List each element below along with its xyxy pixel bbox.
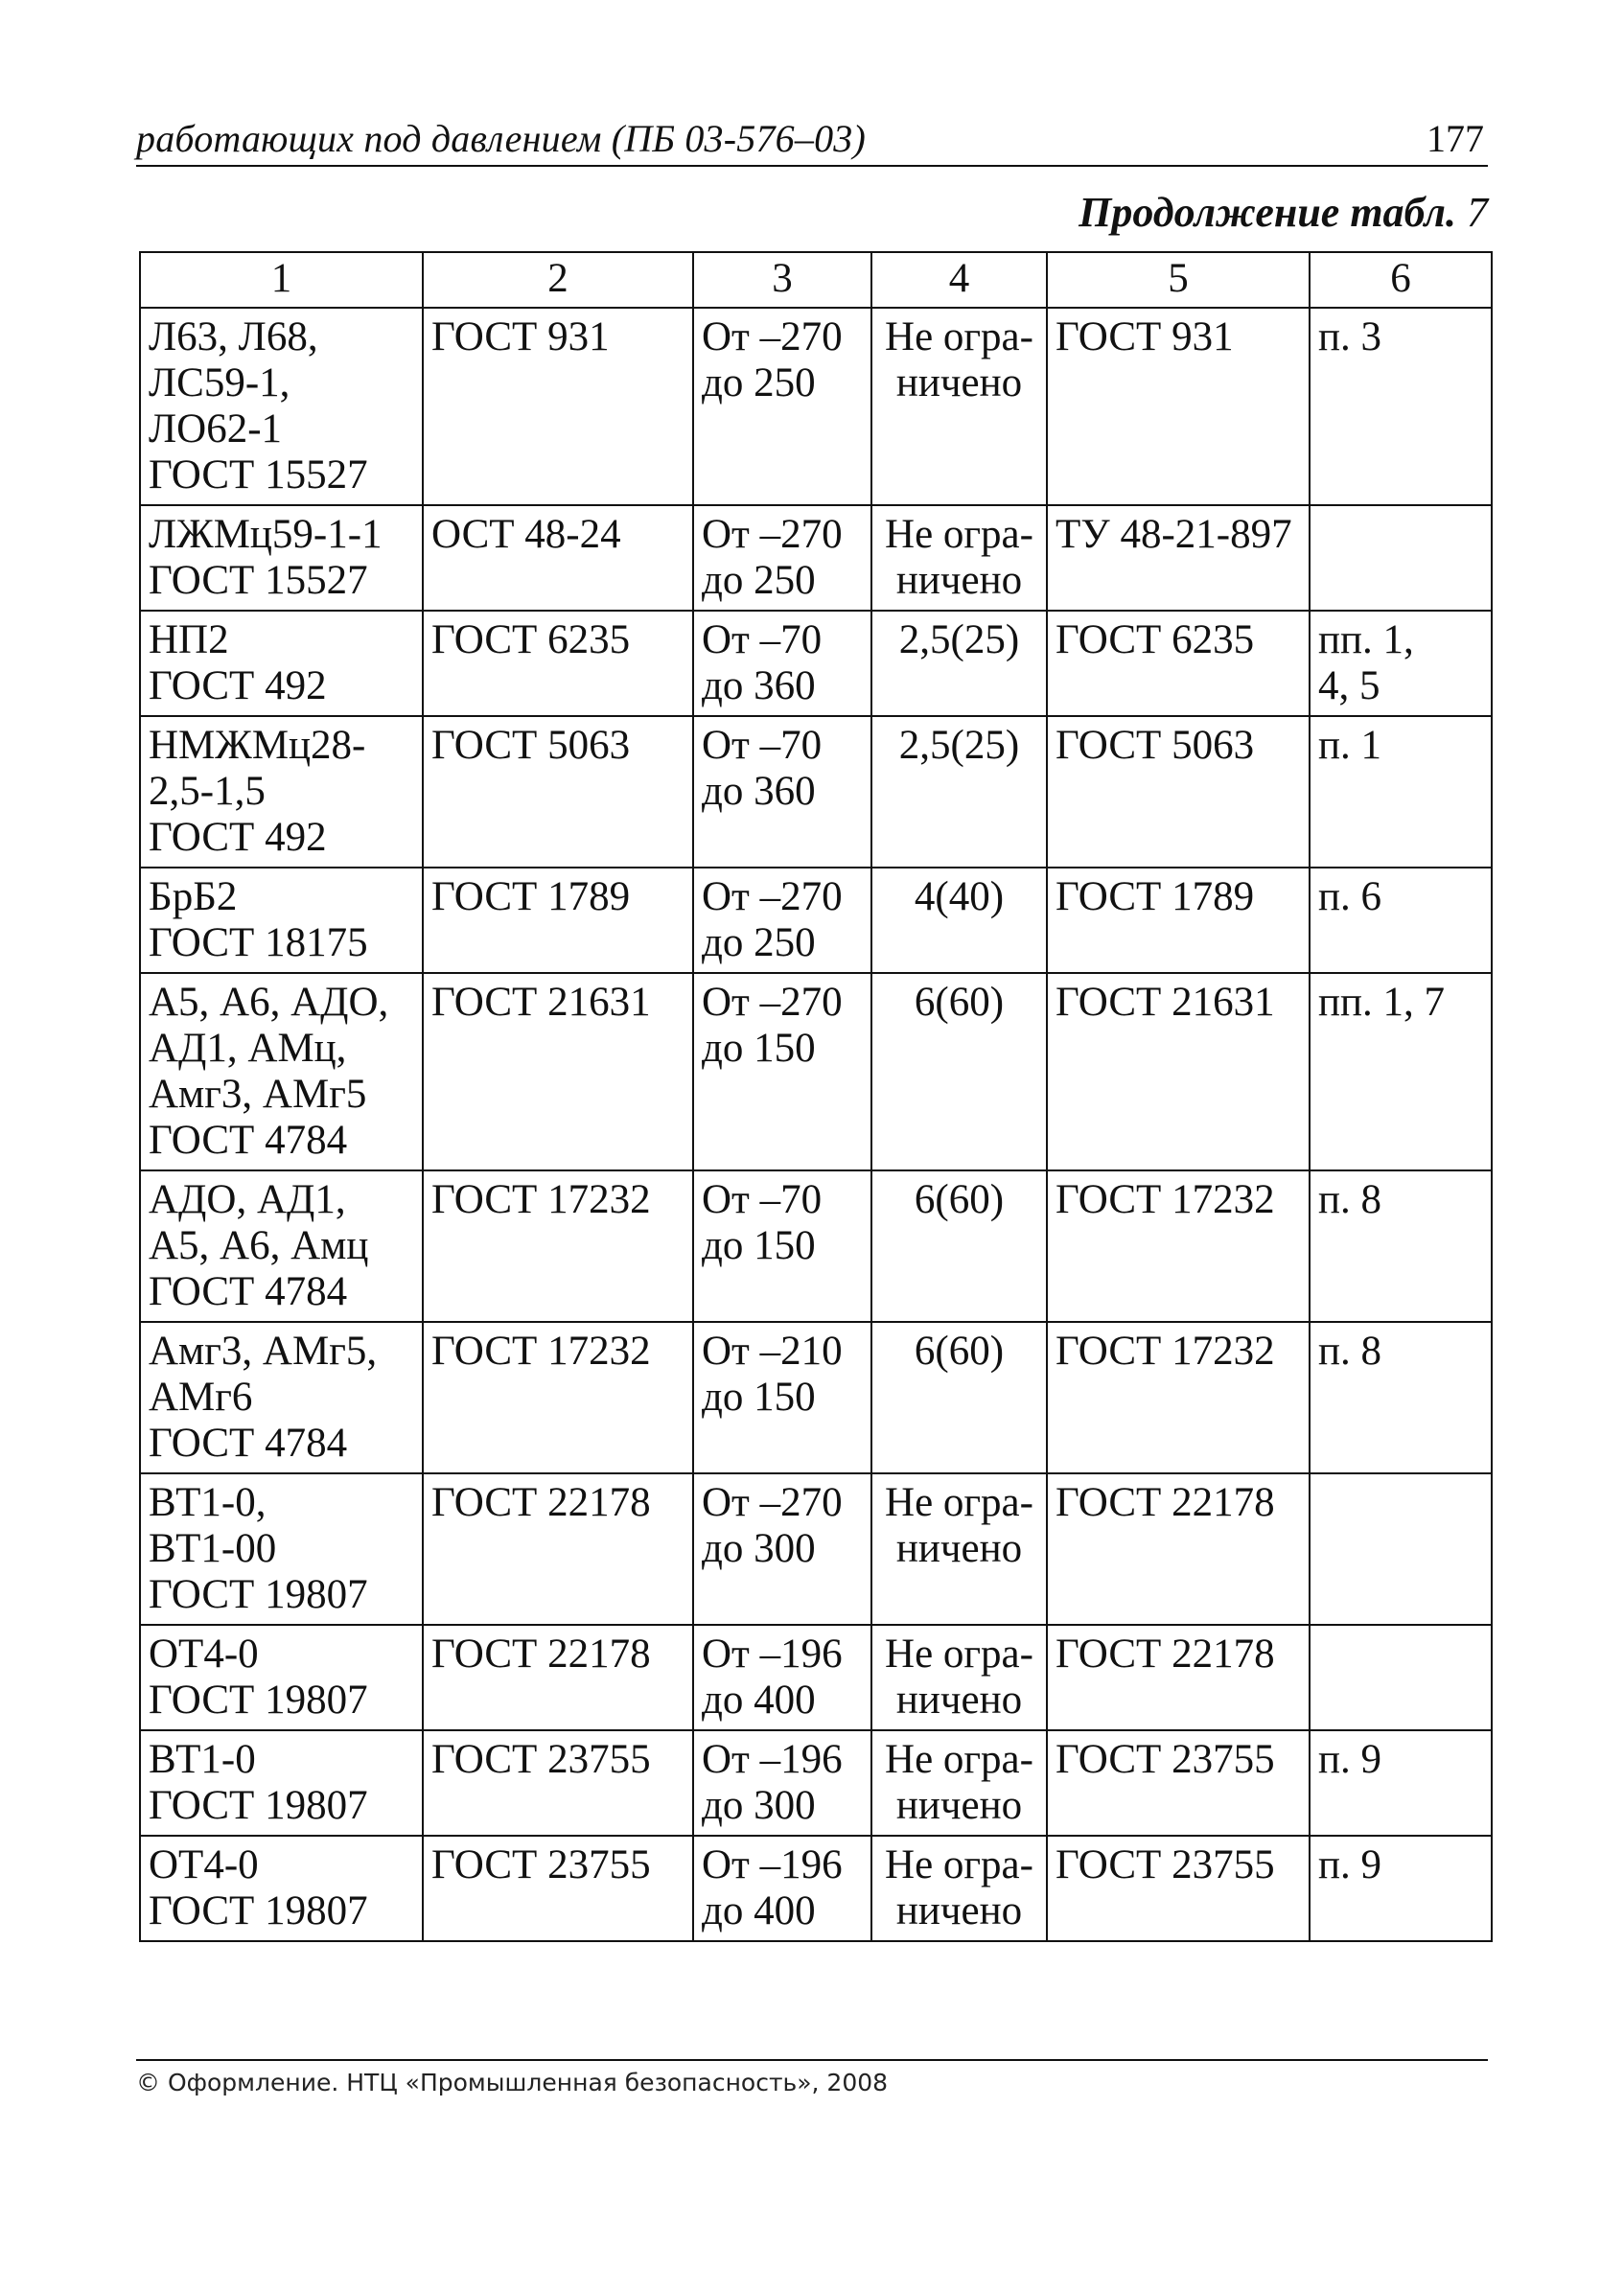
- table-caption-label: Продолжение табл.: [1079, 189, 1456, 236]
- header-row: [140, 252, 1492, 308]
- table-header: [140, 252, 1492, 308]
- table-row: [140, 868, 1492, 973]
- temperature-cell: От –210 до 150: [693, 1322, 871, 1473]
- standard-cell: ГОСТ 931: [1047, 308, 1310, 505]
- pressure-cell: 6(60): [871, 1322, 1047, 1473]
- material-cell: ОТ4-0 ГОСТ 19807: [140, 1625, 423, 1730]
- note-cell: п. 8: [1310, 1322, 1492, 1473]
- pressure-cell: 6(60): [871, 973, 1047, 1170]
- table-row: [140, 1473, 1492, 1625]
- pressure-cell: Не огра- ничено: [871, 1730, 1047, 1836]
- standard-cell: ГОСТ 17232: [423, 1322, 693, 1473]
- table-caption-number: 7: [1467, 189, 1488, 236]
- standard-cell: ГОСТ 23755: [423, 1730, 693, 1836]
- material-cell: ВТ1-0, ВТ1-00 ГОСТ 19807: [140, 1473, 423, 1625]
- material-cell: А5, А6, АДО, АД1, АМц, Амг3, АМг5 ГОСТ 4784: [140, 973, 423, 1170]
- column-header: 6: [1310, 252, 1492, 308]
- note-cell: п. 6: [1310, 868, 1492, 973]
- standard-cell: ОСТ 48-24: [423, 505, 693, 611]
- pressure-cell: Не огра- ничено: [871, 1836, 1047, 1941]
- pressure-cell: Не огра- ничено: [871, 1625, 1047, 1730]
- standard-cell: ТУ 48-21-897: [1047, 505, 1310, 611]
- temperature-cell: От –270 до 250: [693, 505, 871, 611]
- standard-cell: ГОСТ 22178: [1047, 1625, 1310, 1730]
- running-header: [136, 115, 1488, 167]
- standard-cell: ГОСТ 17232: [423, 1170, 693, 1322]
- standard-cell: ГОСТ 23755: [1047, 1836, 1310, 1941]
- column-header: 5: [1047, 252, 1310, 308]
- table-row: [140, 1836, 1492, 1941]
- column-header: 1: [140, 252, 423, 308]
- note-cell: п. 8: [1310, 1170, 1492, 1322]
- material-cell: Л63, Л68, ЛС59-1, ЛО62-1 ГОСТ 15527: [140, 308, 423, 505]
- materials-table: [139, 251, 1493, 1942]
- table-body: [140, 308, 1492, 1941]
- standard-cell: ГОСТ 1789: [1047, 868, 1310, 973]
- table-row: [140, 1170, 1492, 1322]
- table-caption: [1079, 188, 1488, 237]
- pressure-cell: 2,5(25): [871, 611, 1047, 716]
- table-row: [140, 505, 1492, 611]
- temperature-cell: От –196 до 300: [693, 1730, 871, 1836]
- temperature-cell: От –270 до 150: [693, 973, 871, 1170]
- footer-copyright: © Оформление. НТЦ «Промышленная безопасность», 2008: [136, 2069, 889, 2096]
- temperature-cell: От –70 до 150: [693, 1170, 871, 1322]
- column-header: 4: [871, 252, 1047, 308]
- table-row: [140, 973, 1492, 1170]
- material-cell: АДО, АД1, А5, А6, Амц ГОСТ 4784: [140, 1170, 423, 1322]
- temperature-cell: От –270 до 250: [693, 868, 871, 973]
- pressure-cell: 4(40): [871, 868, 1047, 973]
- standard-cell: ГОСТ 21631: [1047, 973, 1310, 1170]
- temperature-cell: От –196 до 400: [693, 1836, 871, 1941]
- table-row: [140, 308, 1492, 505]
- temperature-cell: От –270 до 300: [693, 1473, 871, 1625]
- standard-cell: ГОСТ 22178: [423, 1473, 693, 1625]
- pressure-cell: 6(60): [871, 1170, 1047, 1322]
- footer-rule: [136, 2059, 1488, 2061]
- page-number: 177: [1427, 117, 1484, 160]
- table-row: [140, 1730, 1492, 1836]
- note-cell: п. 3: [1310, 308, 1492, 505]
- standard-cell: ГОСТ 5063: [423, 716, 693, 868]
- standard-cell: ГОСТ 6235: [1047, 611, 1310, 716]
- material-cell: ВТ1-0 ГОСТ 19807: [140, 1730, 423, 1836]
- standard-cell: ГОСТ 5063: [1047, 716, 1310, 868]
- standard-cell: ГОСТ 22178: [1047, 1473, 1310, 1625]
- pressure-cell: Не огра- ничено: [871, 1473, 1047, 1625]
- table-row: [140, 716, 1492, 868]
- temperature-cell: От –196 до 400: [693, 1625, 871, 1730]
- standard-cell: ГОСТ 21631: [423, 973, 693, 1170]
- note-cell: пп. 1, 4, 5: [1310, 611, 1492, 716]
- note-cell: [1310, 505, 1492, 611]
- note-cell: [1310, 1625, 1492, 1730]
- column-header: 2: [423, 252, 693, 308]
- temperature-cell: От –70 до 360: [693, 716, 871, 868]
- standard-cell: ГОСТ 17232: [1047, 1170, 1310, 1322]
- note-cell: [1310, 1473, 1492, 1625]
- note-cell: п. 9: [1310, 1836, 1492, 1941]
- material-cell: БрБ2 ГОСТ 18175: [140, 868, 423, 973]
- temperature-cell: От –70 до 360: [693, 611, 871, 716]
- standard-cell: ГОСТ 23755: [423, 1836, 693, 1941]
- material-cell: НП2 ГОСТ 492: [140, 611, 423, 716]
- material-cell: ЛЖМц59-1-1 ГОСТ 15527: [140, 505, 423, 611]
- temperature-cell: От –270 до 250: [693, 308, 871, 505]
- standard-cell: ГОСТ 17232: [1047, 1322, 1310, 1473]
- column-header: 3: [693, 252, 871, 308]
- running-title: работающих под давлением (ПБ 03-576–03): [136, 117, 866, 160]
- standard-cell: ГОСТ 1789: [423, 868, 693, 973]
- pressure-cell: Не огра- ничено: [871, 308, 1047, 505]
- note-cell: п. 1: [1310, 716, 1492, 868]
- table-row: [140, 611, 1492, 716]
- standard-cell: ГОСТ 6235: [423, 611, 693, 716]
- material-cell: ОТ4-0 ГОСТ 19807: [140, 1836, 423, 1941]
- material-cell: НМЖМц28- 2,5-1,5 ГОСТ 492: [140, 716, 423, 868]
- table-row: [140, 1322, 1492, 1473]
- note-cell: п. 9: [1310, 1730, 1492, 1836]
- note-cell: пп. 1, 7: [1310, 973, 1492, 1170]
- pressure-cell: Не огра- ничено: [871, 505, 1047, 611]
- table-row: [140, 1625, 1492, 1730]
- standard-cell: ГОСТ 23755: [1047, 1730, 1310, 1836]
- standard-cell: ГОСТ 931: [423, 308, 693, 505]
- standard-cell: ГОСТ 22178: [423, 1625, 693, 1730]
- pressure-cell: 2,5(25): [871, 716, 1047, 868]
- material-cell: Амг3, АМг5, АМг6 ГОСТ 4784: [140, 1322, 423, 1473]
